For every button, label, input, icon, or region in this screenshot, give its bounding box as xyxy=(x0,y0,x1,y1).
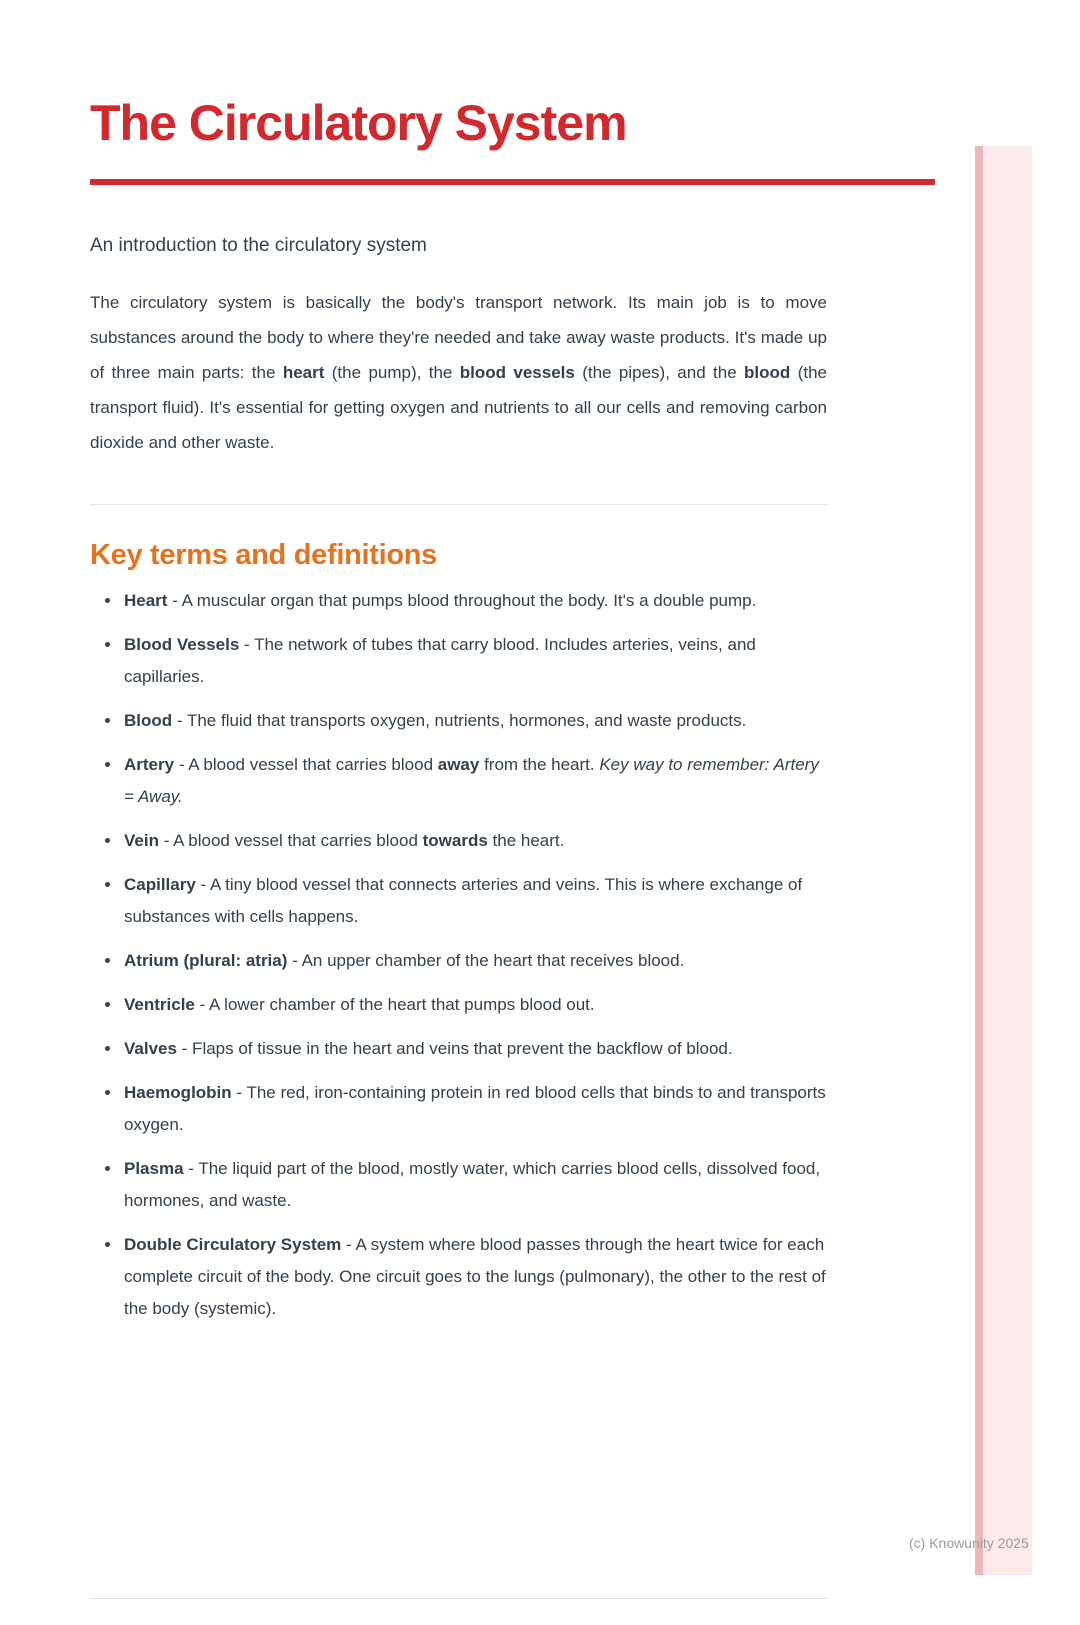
key-term-item xyxy=(90,945,827,977)
bold-text: Blood Vessels xyxy=(124,635,240,654)
text-run: - A lower chamber of the heart that pumps blood out. xyxy=(194,995,595,1014)
key-term-item xyxy=(90,705,827,737)
italic-text: Key way to remember: Artery = Away. xyxy=(124,755,819,806)
bullet-dot-icon xyxy=(105,1090,110,1095)
text-run: - The network of tubes that carry blood. Includes arteries, veins, and capillaries. xyxy=(124,635,756,686)
text-run: - A muscular organ that pumps blood throughout the body. It's a double pump. xyxy=(167,591,757,610)
bullet-dot-icon xyxy=(105,958,110,963)
bullet-dot-icon xyxy=(105,882,110,887)
key-term-item xyxy=(90,629,827,693)
key-terms-list xyxy=(90,585,827,1325)
bullet-dot-icon xyxy=(105,642,110,647)
section-divider-top xyxy=(90,504,827,505)
text-run: - A system where blood passes through the heart twice for each complete circuit of the body. One circuit goes to the lungs (pulmonary), the other to the rest of the body (systemic). xyxy=(124,1235,826,1318)
text-run: (the transport fluid). It's essential for getting oxygen and nutrients to all our cells and removing carbon dioxide and other waste. xyxy=(90,363,827,452)
key-term-item xyxy=(90,749,827,813)
bold-text: Double Circulatory System xyxy=(124,1235,342,1254)
bold-text: Artery xyxy=(124,755,175,774)
bold-text: towards xyxy=(422,831,488,850)
bullet-dot-icon xyxy=(105,1046,110,1051)
key-term-item xyxy=(90,1033,827,1065)
bold-text: Haemoglobin xyxy=(124,1083,232,1102)
bullet-dot-icon xyxy=(105,1002,110,1007)
bold-text: Ventricle xyxy=(124,995,195,1014)
bold-text: Blood xyxy=(124,711,173,730)
bullet-dot-icon xyxy=(105,598,110,603)
bold-text: Vein xyxy=(124,831,159,850)
key-term-item xyxy=(90,1077,827,1141)
text-run: from the heart. xyxy=(479,755,600,774)
bullet-dot-icon xyxy=(105,838,110,843)
bullet-dot-icon xyxy=(105,1242,110,1247)
bold-text: heart xyxy=(282,363,325,382)
text-run: - Flaps of tissue in the heart and veins that prevent the backflow of blood. xyxy=(176,1039,733,1058)
bold-text: blood vessels xyxy=(459,363,575,382)
text-run: - The fluid that transports oxygen, nutrients, hormones, and waste products. xyxy=(172,711,747,730)
key-term-item xyxy=(90,989,827,1021)
text-run: - The red, iron-containing protein in red blood cells that binds to and transports oxygen. xyxy=(124,1083,826,1134)
bullet-dot-icon xyxy=(105,762,110,767)
bold-text: Valves xyxy=(124,1039,177,1058)
title-underline-rule xyxy=(90,179,935,185)
bold-text: away xyxy=(437,755,480,774)
bold-text: Atrium (plural: atria) xyxy=(124,951,288,970)
text-run: the heart. xyxy=(487,831,565,850)
text-run: (the pump), the xyxy=(324,363,460,382)
text-run: - A blood vessel that carries blood xyxy=(174,755,438,774)
intro-label: An introduction to the circulatory system xyxy=(90,235,427,256)
key-term-item xyxy=(90,825,827,857)
text-run: The circulatory system is basically the body's transport network. Its main job is to move substances around the body to where they're needed and take away waste products. It's made up of three main parts: the xyxy=(90,293,827,382)
page-title: The Circulatory System xyxy=(90,95,627,151)
text-run: - An upper chamber of the heart that receives blood. xyxy=(287,951,685,970)
bullet-dot-icon xyxy=(105,1166,110,1171)
bold-text: blood xyxy=(744,363,791,382)
key-term-item xyxy=(90,585,827,617)
text-run: - The liquid part of the blood, mostly water, which carries blood cells, dissolved food, hormones, and waste. xyxy=(124,1159,821,1210)
bold-text: Plasma xyxy=(124,1159,184,1178)
text-run: (the pipes), and the xyxy=(574,363,745,382)
key-term-item xyxy=(90,1229,827,1325)
bold-text: Heart xyxy=(124,591,168,610)
key-terms-heading: Key terms and definitions xyxy=(90,539,438,571)
copyright-watermark: (c) Knowunity 2025 xyxy=(909,1535,1029,1551)
text-run: - A tiny blood vessel that connects arteries and veins. This is where exchange of substances with cells happens. xyxy=(124,875,803,926)
document-page xyxy=(0,97,1080,1625)
section-divider-bottom xyxy=(90,1598,827,1599)
bold-text: Capillary xyxy=(124,875,196,894)
bullet-dot-icon xyxy=(105,718,110,723)
intro-paragraph xyxy=(90,285,827,460)
key-term-item xyxy=(90,869,827,933)
document-content xyxy=(90,97,1080,1325)
text-run: - A blood vessel that carries blood xyxy=(158,831,423,850)
key-term-item xyxy=(90,1153,827,1217)
